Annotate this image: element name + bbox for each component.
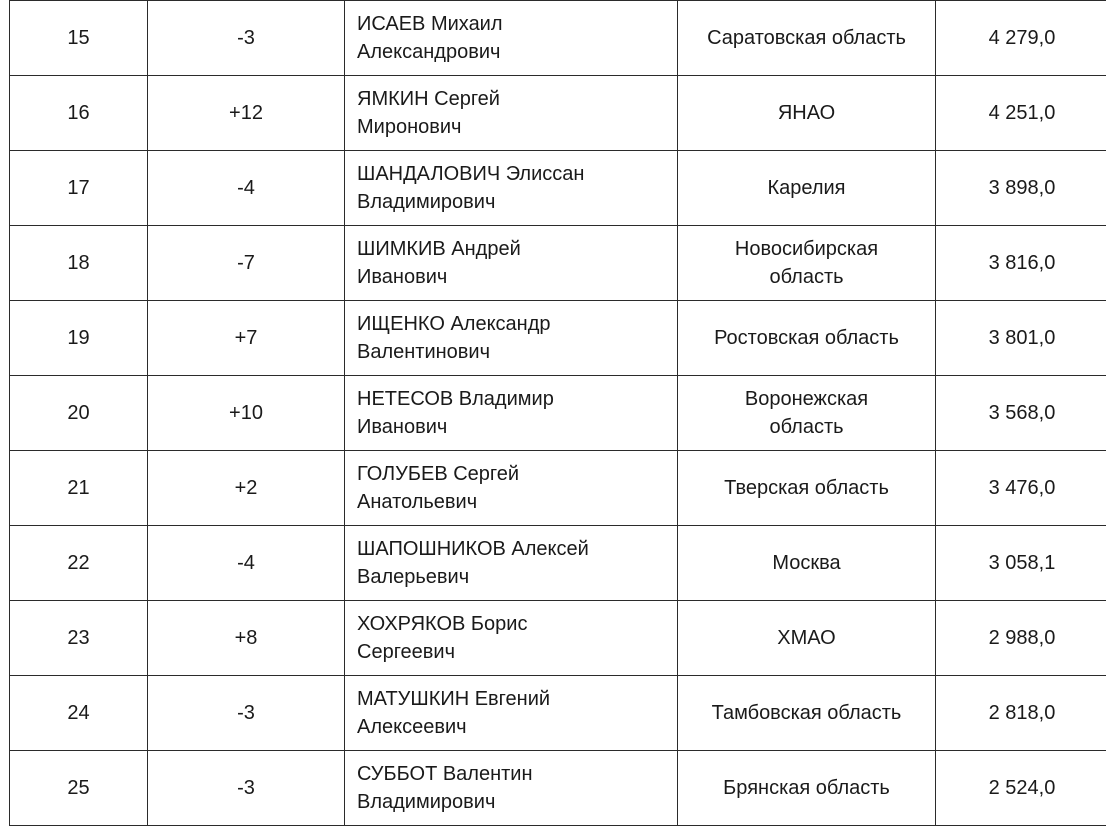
table-row <box>10 301 1106 376</box>
value-cell: 4 279,0 <box>936 1 1106 76</box>
rank-change-cell: +8 <box>148 601 345 676</box>
region-line: Тверская область <box>684 474 929 502</box>
name-cell <box>345 1 678 76</box>
rank-change-cell: -3 <box>148 676 345 751</box>
rank-change-cell: -7 <box>148 226 345 301</box>
region-cell <box>678 601 936 676</box>
place-cell: 18 <box>10 226 148 301</box>
name-cell <box>345 376 678 451</box>
region-line: Брянская область <box>684 774 929 802</box>
region-line: Воронежская <box>684 385 929 413</box>
surname-firstname: ШАНДАЛОВИЧ Элиссан <box>357 160 669 188</box>
place-cell: 25 <box>10 751 148 826</box>
name-cell <box>345 751 678 826</box>
value-cell: 3 058,1 <box>936 526 1106 601</box>
name-cell <box>345 226 678 301</box>
rank-change-cell: +10 <box>148 376 345 451</box>
patronymic: Владимирович <box>357 188 669 216</box>
patronymic: Валентинович <box>357 338 669 366</box>
place-cell: 19 <box>10 301 148 376</box>
value-cell: 3 476,0 <box>936 451 1106 526</box>
patronymic: Владимирович <box>357 788 669 816</box>
ranking-table-body <box>10 1 1106 826</box>
table-row <box>10 376 1106 451</box>
place-cell: 22 <box>10 526 148 601</box>
region-cell <box>678 751 936 826</box>
surname-firstname: ИСАЕВ Михаил <box>357 10 669 38</box>
place-cell: 23 <box>10 601 148 676</box>
surname-firstname: ШИМКИВ Андрей <box>357 235 669 263</box>
name-cell <box>345 451 678 526</box>
table-row <box>10 1 1106 76</box>
place-cell: 16 <box>10 76 148 151</box>
place-cell: 20 <box>10 376 148 451</box>
surname-firstname: ИЩЕНКО Александр <box>357 310 669 338</box>
rank-change-cell: -4 <box>148 151 345 226</box>
region-cell <box>678 301 936 376</box>
table-row <box>10 601 1106 676</box>
patronymic: Сергеевич <box>357 638 669 666</box>
patronymic: Анатольевич <box>357 488 669 516</box>
table-row <box>10 451 1106 526</box>
value-cell: 2 818,0 <box>936 676 1106 751</box>
region-cell <box>678 376 936 451</box>
region-cell <box>678 226 936 301</box>
table-row <box>10 751 1106 826</box>
value-cell: 3 801,0 <box>936 301 1106 376</box>
name-cell <box>345 601 678 676</box>
region-cell <box>678 526 936 601</box>
region-line: Карелия <box>684 174 929 202</box>
region-line: ХМАО <box>684 624 929 652</box>
region-line: Саратовская область <box>684 24 929 52</box>
surname-firstname: НЕТЕСОВ Владимир <box>357 385 669 413</box>
surname-firstname: ШАПОШНИКОВ Алексей <box>357 535 669 563</box>
table-row <box>10 226 1106 301</box>
surname-firstname: ГОЛУБЕВ Сергей <box>357 460 669 488</box>
name-cell <box>345 526 678 601</box>
rank-change-cell: +7 <box>148 301 345 376</box>
value-cell: 3 568,0 <box>936 376 1106 451</box>
rank-change-cell: -3 <box>148 1 345 76</box>
surname-firstname: ХОХРЯКОВ Борис <box>357 610 669 638</box>
region-line: Новосибирская <box>684 235 929 263</box>
rank-change-cell: -4 <box>148 526 345 601</box>
region-cell <box>678 676 936 751</box>
name-cell <box>345 676 678 751</box>
value-cell: 3 898,0 <box>936 151 1106 226</box>
patronymic: Иванович <box>357 263 669 291</box>
region-line: Ростовская область <box>684 324 929 352</box>
region-cell <box>678 1 936 76</box>
name-cell <box>345 151 678 226</box>
surname-firstname: ЯМКИН Сергей <box>357 85 669 113</box>
region-line: Москва <box>684 549 929 577</box>
patronymic: Миронович <box>357 113 669 141</box>
surname-firstname: МАТУШКИН Евгений <box>357 685 669 713</box>
table-row <box>10 76 1106 151</box>
table-row <box>10 526 1106 601</box>
value-cell: 2 988,0 <box>936 601 1106 676</box>
place-cell: 17 <box>10 151 148 226</box>
patronymic: Валерьевич <box>357 563 669 591</box>
place-cell: 15 <box>10 1 148 76</box>
surname-firstname: СУББОТ Валентин <box>357 760 669 788</box>
value-cell: 4 251,0 <box>936 76 1106 151</box>
region-cell <box>678 451 936 526</box>
name-cell <box>345 301 678 376</box>
region-line: область <box>684 263 929 291</box>
place-cell: 21 <box>10 451 148 526</box>
name-cell <box>345 76 678 151</box>
patronymic: Александрович <box>357 38 669 66</box>
region-line: область <box>684 413 929 441</box>
rank-change-cell: +2 <box>148 451 345 526</box>
value-cell: 3 816,0 <box>936 226 1106 301</box>
rank-change-cell: -3 <box>148 751 345 826</box>
patronymic: Алексеевич <box>357 713 669 741</box>
table-row <box>10 151 1106 226</box>
table-row <box>10 676 1106 751</box>
region-cell <box>678 76 936 151</box>
value-cell: 2 524,0 <box>936 751 1106 826</box>
ranking-table <box>9 0 1106 826</box>
place-cell: 24 <box>10 676 148 751</box>
rank-change-cell: +12 <box>148 76 345 151</box>
region-line: Тамбовская область <box>684 699 929 727</box>
region-cell <box>678 151 936 226</box>
region-line: ЯНАО <box>684 99 929 127</box>
patronymic: Иванович <box>357 413 669 441</box>
